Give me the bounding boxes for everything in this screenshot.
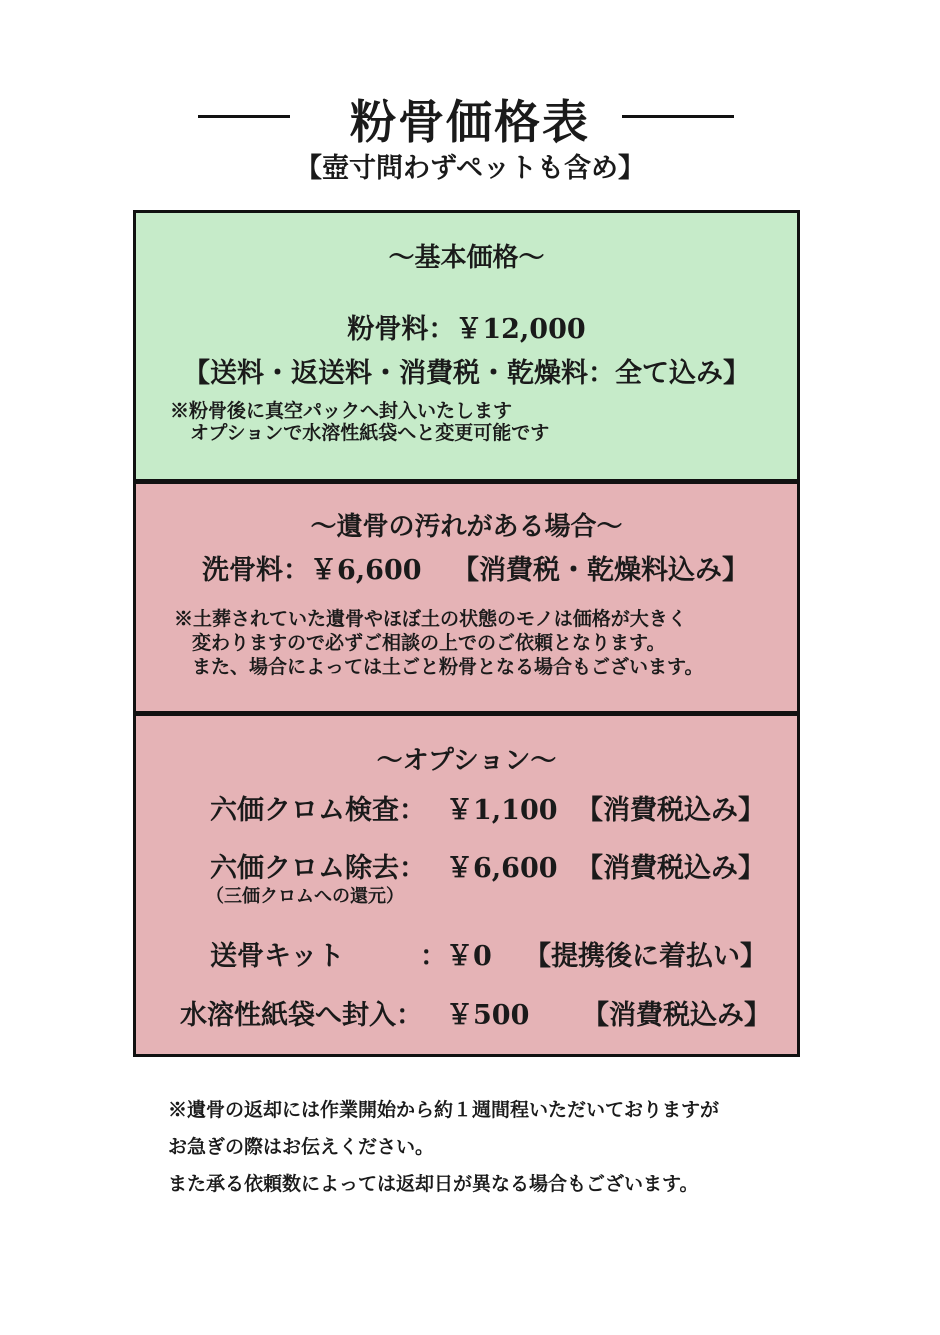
option-price: ￥6,600: [446, 853, 558, 884]
basic-note-1: ※粉骨後に真空パックへ封入いたします: [170, 400, 513, 422]
basic-heading: 〜基本価格〜: [388, 243, 545, 273]
option-price: ￥1,100: [446, 795, 558, 826]
option-tag: 【消費税込み】: [582, 1000, 771, 1031]
dirty-heading: 〜遺骨の汚れがある場合〜: [310, 512, 623, 542]
basic-price-box: [133, 210, 800, 482]
dirty-note-2: 変わりますので必ずご相談の上でのご依頼となります。: [192, 632, 666, 654]
option-tag: 【提携後に着払い】: [524, 941, 767, 972]
basic-included-line: 【送料・返送料・消費税・乾燥料：全て込み】: [183, 358, 750, 389]
option-tag: 【消費税込み】: [576, 853, 765, 884]
option-label: 六価クロム検査：: [210, 795, 426, 826]
dirty-remains-box: [133, 481, 800, 714]
footer-note-3: また承る依頼数によっては返却日が異なる場合もございます。: [168, 1173, 699, 1195]
option-label: 水溶性紙袋へ封入：: [180, 1000, 423, 1031]
option-colon: ：: [420, 941, 447, 972]
options-heading: 〜オプション〜: [376, 746, 557, 776]
page-subtitle: 【壺寸問わずペットも含め】: [295, 153, 645, 184]
basic-note-2: オプションで水溶性紙袋へと変更可能です: [190, 422, 550, 444]
option-price: ￥0: [446, 941, 492, 972]
dirty-note-3: また、場合によっては土ごと粉骨となる場合もございます。: [192, 656, 704, 678]
option-sub-note: （三価クロムへの還元）: [206, 886, 404, 907]
option-label: 送骨キット: [210, 941, 345, 972]
footer-note-2: お急ぎの際はお伝えください。: [168, 1136, 435, 1158]
option-price: ￥500: [446, 1000, 530, 1031]
footer-note-1: ※遺骨の返却には作業開始から約１週間程いただいておりますが: [168, 1099, 720, 1121]
option-tag: 【消費税込み】: [576, 795, 765, 826]
basic-price-line: 粉骨料：￥12,000: [347, 314, 586, 345]
dirty-included-line: 【消費税・乾燥料込み】: [452, 555, 749, 586]
page-title: 粉骨価格表: [350, 95, 590, 149]
option-label: 六価クロム除去：: [210, 853, 426, 884]
dirty-price-line: 洗骨料：￥6,600: [202, 555, 422, 586]
dirty-note-1: ※土葬されていた遺骨やほぼ土の状態のモノは価格が大きく: [174, 608, 687, 630]
options-box: [133, 713, 800, 1057]
